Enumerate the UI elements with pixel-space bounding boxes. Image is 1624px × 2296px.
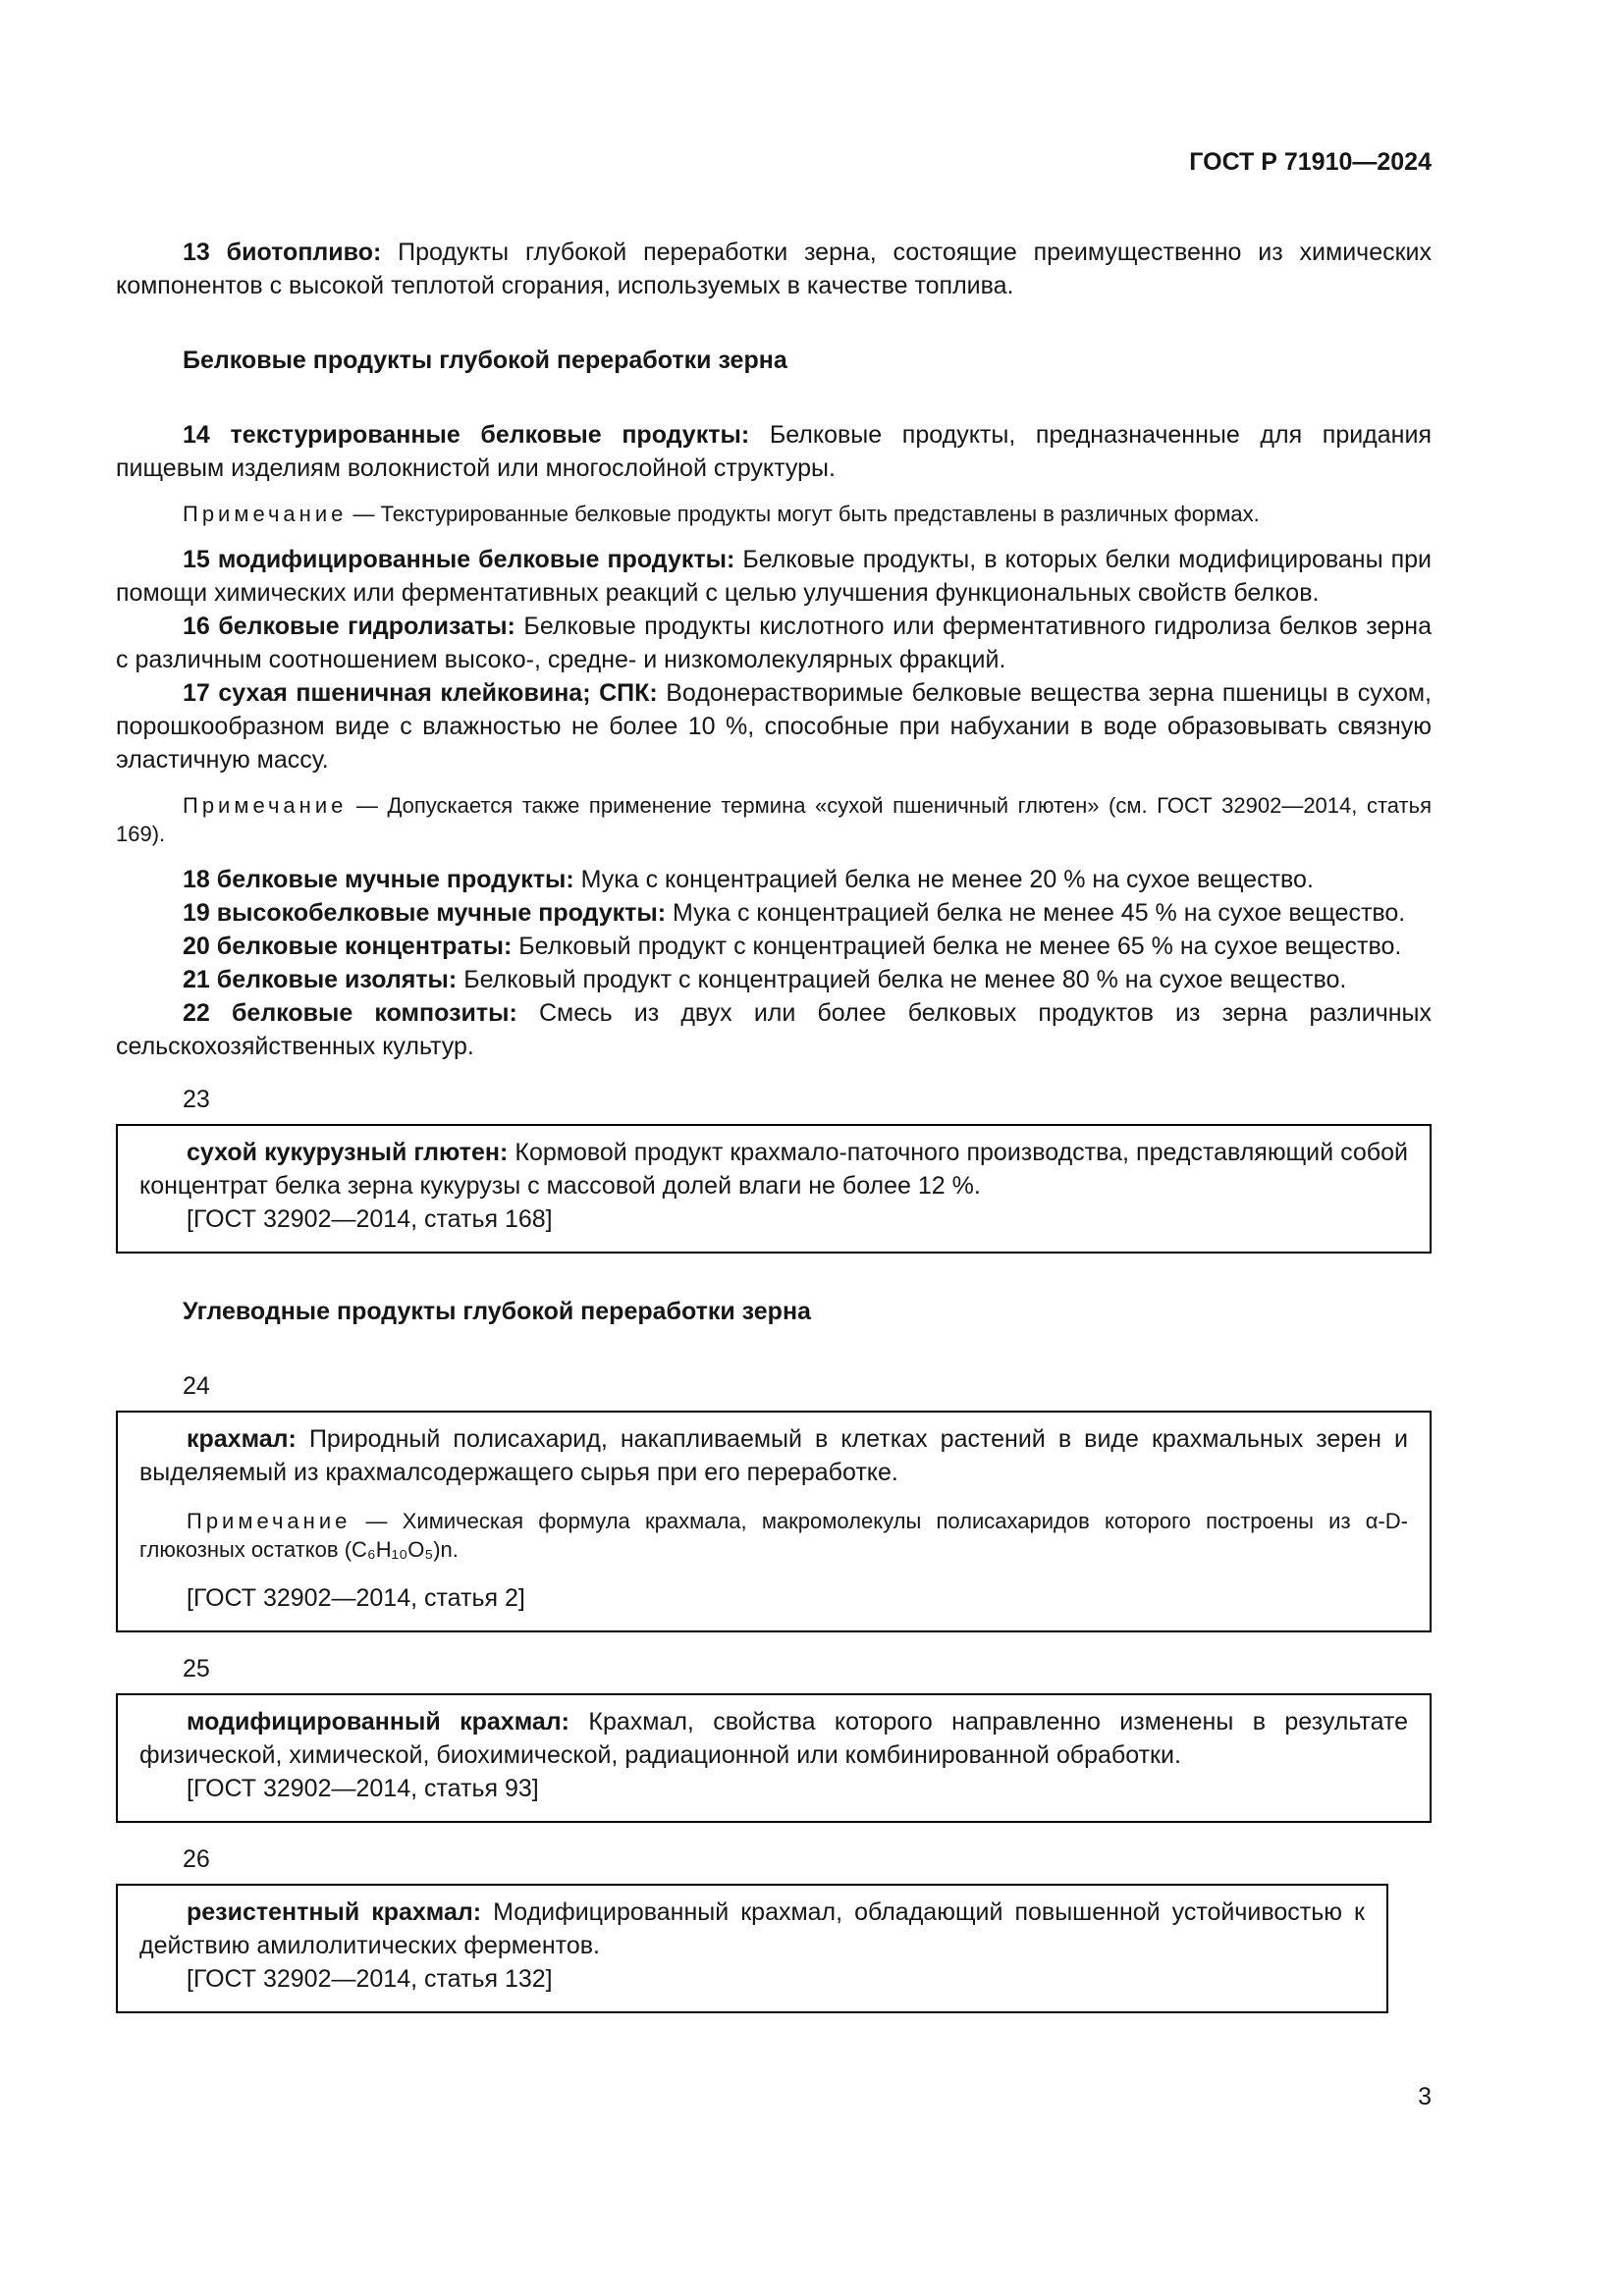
- term-17-title: сухая пшеничная клейковина; СПК:: [218, 679, 658, 708]
- term-25-number: 25: [183, 1655, 210, 1683]
- note-17-text: — Допускается также применение термина «сухой пшеничный глютен» (см. ГОСТ 32902—2014, статья 169).: [116, 793, 1432, 847]
- term-25-reference: [ГОСТ 32902—2014, статья 93]: [187, 1775, 539, 1803]
- term-15-number: 15: [183, 546, 210, 574]
- definition-box-26: [116, 1884, 1388, 2013]
- term-21-definition: Белковый продукт с концентрацией белка не менее 80 % на сухое вещество.: [463, 966, 1347, 994]
- term-26-title: резистентный крахмал:: [187, 1898, 482, 1927]
- term-13-definition: Продукты глубокой переработки зерна, состоящие преимущественно из химических компонентов с высокой теплотой сгорания, используемых в качестве топлива.: [116, 239, 1432, 299]
- term-18-title: белковые мучные продукты:: [216, 866, 574, 894]
- term-23-number: 23: [183, 1086, 210, 1114]
- term-15-definition: Белковые продукты, в которых белки модифицированы при помощи химических или ферментативных реакций с целью улучшения функциональных свойств белков.: [116, 546, 1432, 608]
- term-21-title: белковые изоляты:: [216, 966, 458, 994]
- definition-box-25: [116, 1693, 1432, 1823]
- term-14-definition: Белковые продукты, предназначенные для придания пищевым изделиям волокнистой или многослойной структуры.: [116, 421, 1432, 482]
- term-26-number: 26: [183, 1845, 210, 1874]
- term-25-definition: Крахмал, свойства которого направленно изменены в результате физической, химической, биохимической, радиационной или комбинированной обработки.: [139, 1708, 1408, 1770]
- term-24-number: 24: [183, 1372, 210, 1401]
- term-24: [139, 1422, 1408, 1489]
- term-22-definition: Смесь из двух или более белковых продуктов из зерна различных сельскохозяйственных культур.: [116, 999, 1432, 1061]
- term-13: [116, 236, 1432, 302]
- section-heading-carbohydrate: Углеводные продукты глубокой переработки зерна: [183, 1298, 811, 1326]
- term-17-number: 17: [183, 679, 210, 708]
- term-14: [116, 418, 1432, 485]
- page-content: [116, 145, 1432, 2013]
- term-23-reference: [ГОСТ 32902—2014, статья 168]: [187, 1205, 553, 1234]
- term-21-number: 21: [183, 966, 210, 994]
- term-19-number: 19: [183, 899, 210, 928]
- term-16-definition: Белковые продукты кислотного или ферментативного гидролиза белков зерна с различным соотношением высоко-, средне- и низкомолекулярных фракций.: [116, 613, 1432, 674]
- term-24-reference: [ГОСТ 32902—2014, статья 2]: [187, 1584, 525, 1613]
- term-13-title: биотопливо:: [226, 239, 382, 266]
- term-26-definition: Модифицированный крахмал, обладающий повышенной устойчивостью к действию амилолитических ферментов.: [139, 1898, 1365, 1960]
- term-19: [116, 896, 1432, 930]
- term-23-title: сухой кукурузный глютен:: [187, 1139, 509, 1167]
- term-19-definition: Мука с концентрацией белка не менее 45 % на сухое вещество.: [673, 899, 1406, 928]
- term-19-title: высокобелковые мучные продукты:: [216, 899, 667, 928]
- term-20: [116, 930, 1432, 963]
- note-label: Примечание: [183, 793, 348, 819]
- term-16-number: 16: [183, 613, 210, 641]
- term-26-reference: [ГОСТ 32902—2014, статья 132]: [187, 1965, 553, 1994]
- page-number: 3: [1418, 2083, 1432, 2110]
- term-22: [116, 996, 1432, 1063]
- term-17-definition: Водонерастворимые белковые вещества зерна пшеницы в сухом, порошкообразном виде с влажностью не более 10 %, способные при набухании в воде образовывать связную эластичную массу.: [116, 679, 1432, 774]
- definition-box-24: [116, 1411, 1432, 1632]
- term-24-definition: Природный полисахарид, накапливаемый в клетках растений в виде крахмальных зерен и выделяемый из крахмалсодержащего сырья при его переработке.: [139, 1425, 1408, 1487]
- note-label: Примечание: [183, 502, 348, 526]
- term-25: [139, 1705, 1408, 1772]
- term-14-title: текстурированные белковые продукты:: [230, 421, 750, 449]
- section-heading-protein: Белковые продукты глубокой переработки зерна: [183, 347, 787, 374]
- note-14: [116, 500, 1432, 528]
- note-24-text: — Химическая формула крахмала, макромолекулы полисахаридов которого построены из α-D-глюкозных остатков (C₆H₁₀O₅)n.: [139, 1509, 1408, 1563]
- term-22-title: белковые композиты:: [231, 999, 517, 1028]
- term-23: [139, 1136, 1408, 1202]
- note-14-text: — Текстурированные белковые продукты могут быть представлены в различных формах.: [352, 502, 1260, 526]
- term-20-definition: Белковый продукт с концентрацией белка не менее 65 % на сухое вещество.: [518, 933, 1402, 961]
- term-23-definition: Кормовой продукт крахмало-паточного производства, представляющий собой концентрат белка зерна кукурузы с массовой долей влаги не более 12 %.: [139, 1139, 1408, 1201]
- term-25-title: модифицированный крахмал:: [187, 1708, 569, 1736]
- term-20-title: белковые концентраты:: [216, 933, 513, 961]
- term-16-title: белковые гидролизаты:: [218, 613, 515, 641]
- term-18-number: 18: [183, 866, 210, 894]
- term-21: [116, 963, 1432, 996]
- term-17: [116, 676, 1432, 776]
- term-24-title: крахмал:: [187, 1425, 297, 1454]
- term-22-number: 22: [183, 999, 210, 1028]
- term-14-number: 14: [183, 421, 210, 449]
- term-15-title: модифицированные белковые продукты:: [217, 546, 735, 574]
- term-18-definition: Мука с концентрацией белка не менее 20 % на сухое вещество.: [580, 866, 1314, 894]
- note-24: [139, 1507, 1408, 1564]
- term-15: [116, 543, 1432, 610]
- document-number: ГОСТ Р 71910—2024: [1189, 148, 1432, 176]
- note-label: Примечание: [187, 1509, 352, 1534]
- term-16: [116, 610, 1432, 676]
- definition-box-23: [116, 1124, 1432, 1254]
- note-17: [116, 791, 1432, 848]
- term-20-number: 20: [183, 933, 210, 961]
- term-18: [116, 863, 1432, 896]
- term-26: [139, 1896, 1365, 1962]
- term-13-number: 13: [183, 239, 210, 266]
